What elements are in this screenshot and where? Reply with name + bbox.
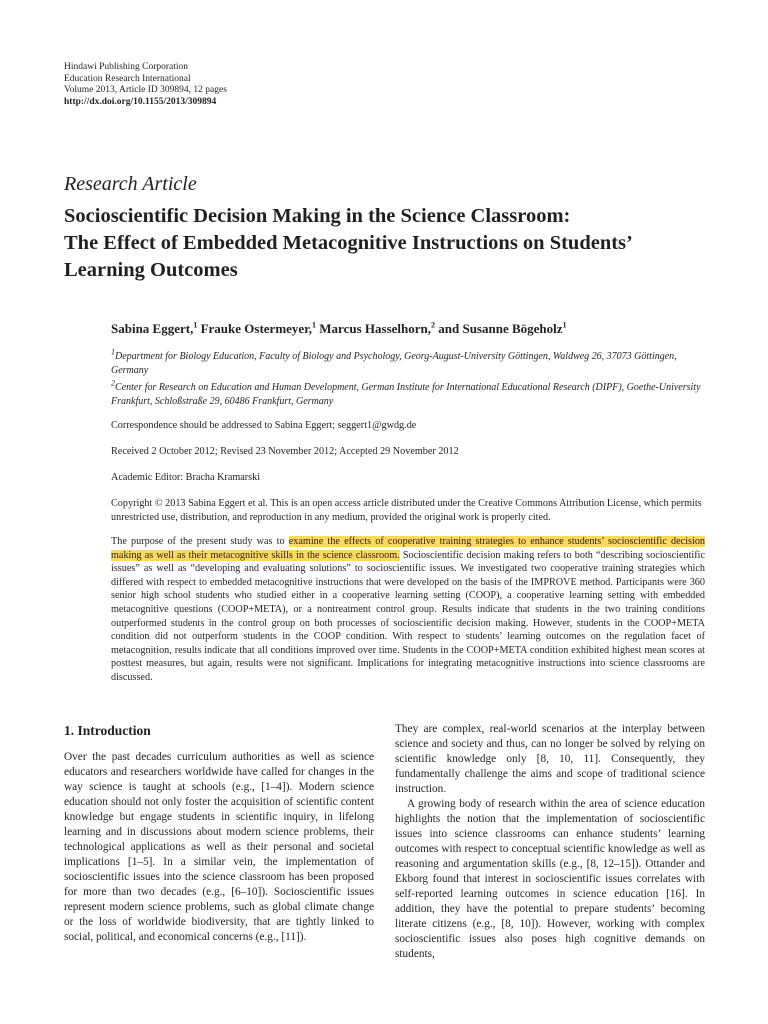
author-affiliation-mark: 2 bbox=[431, 320, 435, 330]
abstract-text: Socioscientific decision making refers to both “describing socioscientific issues” as well as “developing and evaluating solutions” to socioscientific issues. We investigated two cooperative training strategies which differed with respect to embedded metacognitive instructions that were developed on the basis of the IMPROVE method. Participants were 360 senior high school students who studied either in a cooperative learning setting (COOP), a cooperative learning setting with embedded metacognitive questions (COOP+META), or a nontreatment control group. Results indicate that students in the two training conditions outperformed students in the control group on both processes of socioscientific decision making. However, students in the COOP+META condition did not outperform students in the COOP condition. With respect to students’ learning outcomes on the regulation facet of metacognition, results indicate that all conditions improved over time. Students in the COOP+META condition exhibited highest mean scores at posttest measures, but again, results were not significant. Implications for integrating metacognitive instructions into science classrooms are discussed. bbox=[111, 549, 705, 683]
author-name: and Susanne Bögeholz bbox=[435, 321, 563, 336]
author-name: Sabina Eggert, bbox=[111, 321, 194, 336]
academic-editor: Academic Editor: Bracha Kramarski bbox=[111, 472, 261, 483]
journal-header bbox=[64, 62, 227, 108]
title-line: Learning Outcomes bbox=[64, 259, 238, 281]
author-list bbox=[111, 321, 711, 337]
affiliation: $^1$Department for Biology Education, Faculty of Biology and Psychology, Georg-August-University Göttingen, Waldweg 26, 37073 Göttingen, Germany bbox=[111, 347, 677, 376]
body-column-right bbox=[395, 722, 705, 962]
doi-link[interactable]: http://dx.doi.org/10.1155/2013/309894 bbox=[64, 96, 217, 107]
journal-name: Education Research International bbox=[64, 73, 191, 84]
title-line: The Effect of Embedded Metacognitive Instructions on Students’ bbox=[64, 232, 633, 254]
received-dates: Received 2 October 2012; Revised 23 November 2012; Accepted 29 November 2012 bbox=[111, 446, 459, 457]
abstract-highlight: examine the effects of cooperative training strategies to enhance students’ socioscientific decision making as well as their metacognitive skills in the science classroom. bbox=[111, 536, 706, 561]
paragraph: They are complex, real-world scenarios at the interplay between science and society and thus, can no longer be solved by relying on scientific knowledge only [8, 10, 11]. Consequently, they fundamentally challenge the aims and scope of traditional science instruction. bbox=[395, 723, 705, 795]
paragraph: A growing body of research within the area of science education highlights the notion that the implementation of socioscientific issues into science classrooms can enhance students’ learning outcomes with respect to conceptual scientific knowledge as well as reasoning and argumentation skills (e.g., [8, 12–15]). Ottander and Ekborg found that interest in socioscientific issues correlates with self-reported learning outcomes in science education [16]. In addition, they have the potential to prepare students’ becoming literate citizens (e.g., [8, 10]). However, working with complex socioscientific issues also poses high cognitive demands on students, bbox=[395, 798, 705, 960]
abstract-text: The purpose of the present study was to bbox=[111, 536, 289, 547]
abstract bbox=[111, 535, 705, 685]
author-affiliation-mark: 1 bbox=[562, 320, 567, 330]
author-name: Frauke Ostermeyer, bbox=[197, 321, 313, 336]
body-column-left bbox=[64, 750, 374, 945]
paper-title bbox=[64, 203, 724, 284]
author-name: Marcus Hasselhorn, bbox=[316, 321, 431, 336]
affiliations bbox=[111, 347, 711, 412]
publisher: Hindawi Publishing Corporation bbox=[64, 62, 189, 72]
section-heading: 1. Introduction bbox=[64, 723, 151, 738]
affiliation: $^2$Center for Research on Education and Human Development, German Institute for International Educational Research (DIPF), Goethe-University Frankfurt, Schloßstraße 29, 60486 Frankfurt, Germany bbox=[111, 378, 701, 407]
author-affiliation-mark: 1 bbox=[193, 320, 198, 330]
article-type: Research Article bbox=[64, 173, 197, 195]
author-affiliation-mark: 1 bbox=[312, 320, 317, 330]
volume-info: Volume 2013, Article ID 309894, 12 pages bbox=[64, 85, 227, 96]
title-line: Socioscientific Decision Making in the Science Classroom: bbox=[64, 205, 571, 227]
paragraph: Over the past decades curriculum authorities as well as science educators and researchers worldwide have called for changes in the way science is taught at schools (e.g., [1–4]). Modern science education should not only foster the acquisition of scientific content knowledge but engage students in scientific inquiry, in lifelong learning and in discussions about modern science problems, their technological applications as well as their personal and societal implications [1–5]. In a similar vein, the implementation of socioscientific issues into the science classroom has been proposed for more than two decades (e.g., [6–10]). Socioscientific issues represent modern science problems, such as global climate change or the loss of worldwide biodiversity, that are tightly linked to social, political, and economical concerns (e.g., [11]). bbox=[64, 751, 374, 943]
copyright-notice: Copyright © 2013 Sabina Eggert et al. This is an open access article distributed under the Creative Commons Attribution License, which permits unrestricted use, distribution, and reproduction in any medium, provided the original work is properly cited. bbox=[111, 498, 702, 523]
correspondence: Correspondence should be addressed to Sabina Eggert; seggert1@gwdg.de bbox=[111, 420, 417, 431]
